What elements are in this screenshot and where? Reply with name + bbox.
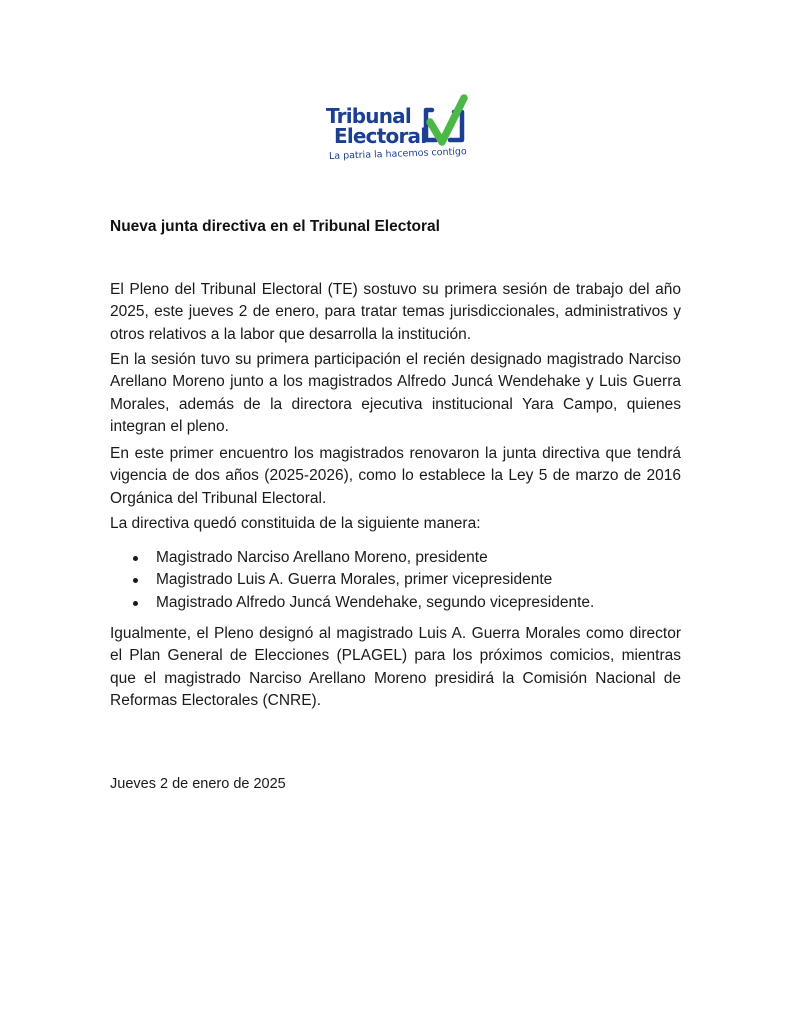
document-date: Jueves 2 de enero de 2025 xyxy=(110,776,286,792)
bullet-icon xyxy=(133,556,138,561)
paragraph-closing: Igualmente, el Pleno designó al magistrado Luis A. Guerra Morales como director el Plan General de Elecciones (PLAGEL) para los próximos comicios, mientras que el magistrado Narciso Arellano Moreno presidirá la Comisión Nacional de Reformas Electorales (CNRE). xyxy=(110,625,681,709)
logo-tagline: La patria la hacemos contigo xyxy=(328,146,467,162)
list-item-text: Magistrado Alfredo Juncá Wendehake, segundo vicepresidente. xyxy=(156,593,595,611)
list-item xyxy=(110,592,681,614)
logo-text-electoral: Electoral xyxy=(334,124,427,148)
document-title: Nueva junta directiva en el Tribunal Electoral xyxy=(110,218,440,235)
list-item xyxy=(110,547,681,569)
tribunal-electoral-logo xyxy=(322,92,472,174)
board-members-list xyxy=(110,547,681,614)
paragraph-session: El Pleno del Tribunal Electoral (TE) sostuvo su primera sesión de trabajo del año 2025, este jueves 2 de enero, para tratar temas jurisdiccionales, administrativos y otros relativos a la labor que desarrolla la institución. xyxy=(110,281,681,343)
list-item xyxy=(110,569,681,591)
checkmark-box-icon xyxy=(422,94,468,150)
bullet-icon xyxy=(133,578,138,583)
bullet-icon xyxy=(133,601,138,606)
list-item-text: Magistrado Narciso Arellano Moreno, presidente xyxy=(156,549,488,566)
paragraph-board-renewal: En este primer encuentro los magistrados renovaron la junta directiva que tendrá vigencia de dos años (2025-2026), como lo establece la Ley 5 de marzo de 2016 Orgánica del Tribunal Electoral. xyxy=(110,445,681,507)
paragraph-participants: En la sesión tuvo su primera participación el recién designado magistrado Narciso Arellano Moreno junto a los magistrados Alfredo Juncá Wendehake y Luis Guerra Morales, además de la directora ejecutiva institucional Yara Campo, quienes integran el pleno. xyxy=(110,351,681,435)
paragraph-board-intro: La directiva quedó constituida de la siguiente manera: xyxy=(110,515,481,532)
logo-text-tribunal: Tribunal xyxy=(326,104,411,128)
list-item-text: Magistrado Luis A. Guerra Morales, primer vicepresidente xyxy=(156,571,553,589)
